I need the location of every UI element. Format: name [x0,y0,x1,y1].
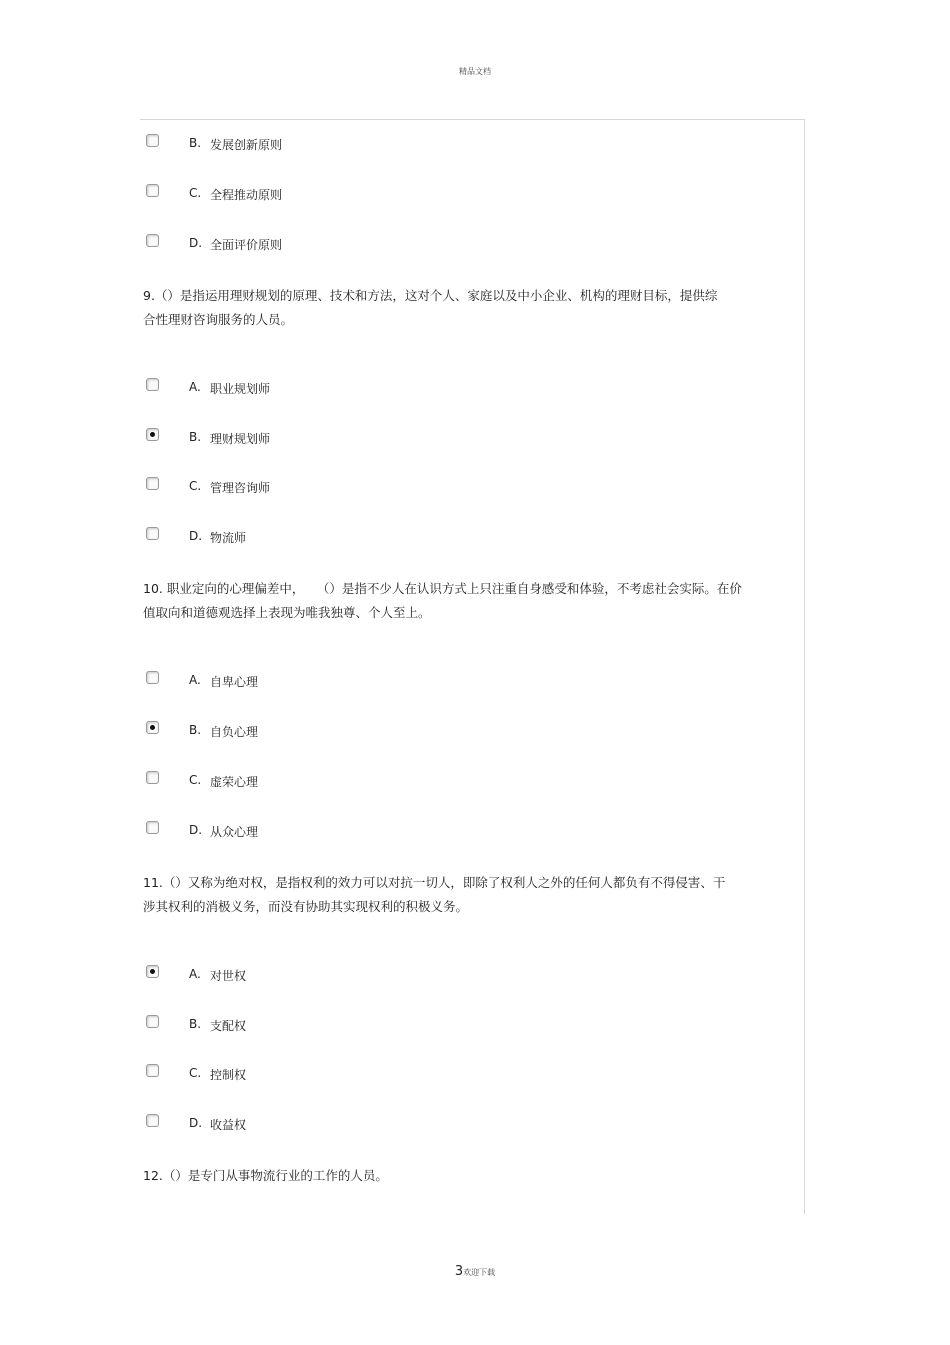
q9-option-b[interactable] [146,428,546,448]
option-letter: B. [189,723,202,737]
radio-button[interactable] [146,234,159,247]
question-text-line: 涉其权利的消极义务，而没有协助其实现权利的积极义务。 [143,899,469,914]
radio-button-selected[interactable] [146,965,159,978]
option-letter: A. [189,967,201,981]
option-text: 发展创新原则 [210,138,283,152]
frame-top-border [140,119,804,120]
option-letter: B. [189,430,202,444]
option-text: 理财规划师 [210,432,271,446]
question-text-line: 12.（）是专门从事物流行业的工作的人员。 [143,1168,388,1183]
q9-option-a[interactable] [146,378,546,398]
option-text: 从众心理 [210,825,259,839]
option-text: 物流师 [210,531,247,545]
option-text: 支配权 [210,1019,247,1033]
radio-button-selected[interactable] [146,428,159,441]
option-text: 全程推动原则 [210,188,283,202]
radio-button[interactable] [146,821,159,834]
q11-option-d[interactable] [146,1114,546,1134]
option-letter: D. [189,529,203,543]
radio-button[interactable] [146,378,159,391]
option-letter: C. [189,773,202,787]
option-text: 自负心理 [210,725,259,739]
page-number: 3 [454,1264,464,1279]
q10-option-c[interactable] [146,771,546,791]
option-text: 自卑心理 [210,675,259,689]
question-text-line: 合性理财咨询服务的人员。 [143,312,294,327]
option-text: 管理咨询师 [210,481,271,495]
option-text: 虚荣心理 [210,775,259,789]
radio-button[interactable] [146,184,159,197]
radio-button[interactable] [146,771,159,784]
q8-option-d[interactable] [146,234,546,254]
option-letter: B. [189,136,202,150]
option-letter: A. [189,673,201,687]
q9-option-d[interactable] [146,527,546,547]
question-text-line: 10. 职业定向的心理偏差中， （）是指不少人在认识方式上只注重自身感受和体验，不考虑社会实际。在价 [143,581,742,596]
question-text-line: 值取向和道德观选择上表现为唯我独尊、个人至上。 [143,605,431,620]
option-letter: D. [189,236,203,250]
q8-option-b[interactable] [146,134,546,154]
option-letter: D. [189,823,203,837]
question-9 [143,284,768,332]
option-text: 控制权 [210,1068,247,1082]
radio-button[interactable] [146,527,159,540]
option-letter: B. [189,1017,202,1031]
radio-button[interactable] [146,1064,159,1077]
option-text: 职业规划师 [210,382,271,396]
frame-right-border [804,119,805,1214]
q10-option-d[interactable] [146,821,546,841]
option-text: 全面评价原则 [210,238,283,252]
option-letter: D. [189,1116,203,1130]
option-letter: C. [189,1066,202,1080]
q11-option-b[interactable] [146,1015,546,1035]
option-text: 对世权 [210,969,247,983]
q8-option-c[interactable] [146,184,546,204]
q11-option-c[interactable] [146,1064,546,1084]
question-text-line: 11.（）又称为绝对权，是指权利的效力可以对抗一切人，即除了权利人之外的任何人都负有不得侵害、干 [143,875,726,890]
option-text: 收益权 [210,1118,247,1132]
q9-option-c[interactable] [146,477,546,497]
q11-option-a[interactable] [146,965,546,985]
question-11 [143,871,768,919]
option-letter: C. [189,186,202,200]
footer-text: 欢迎下载 [463,1268,496,1277]
radio-button[interactable] [146,477,159,490]
q10-option-b[interactable] [146,721,546,741]
option-letter: A. [189,380,201,394]
radio-button[interactable] [146,671,159,684]
page-footer [0,1260,950,1279]
q10-option-a[interactable] [146,671,546,691]
question-10 [143,577,768,625]
option-letter: C. [189,479,202,493]
radio-button[interactable] [146,134,159,147]
radio-button[interactable] [146,1114,159,1127]
question-12 [143,1164,768,1188]
radio-button-selected[interactable] [146,721,159,734]
page-header: 精品文档 [459,67,491,76]
radio-button[interactable] [146,1015,159,1028]
question-text-line: 9.（）是指运用理财规划的原理、技术和方法，这对个人、家庭以及中小企业、机构的理财目标，提供综 [143,288,718,303]
